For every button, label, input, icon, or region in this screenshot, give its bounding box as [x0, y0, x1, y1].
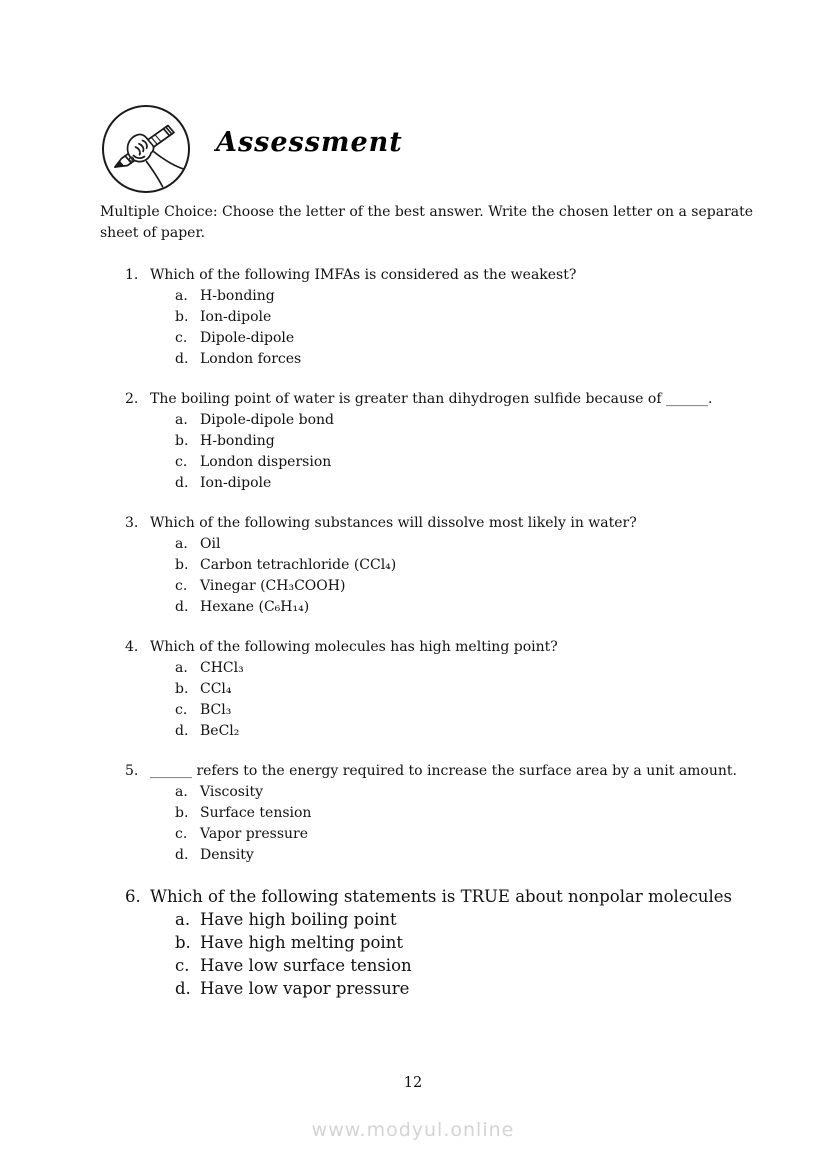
option-letter: c. — [175, 454, 188, 470]
options-list — [175, 410, 753, 494]
question-number: 3. — [125, 515, 139, 531]
option-text: Dipole-dipole bond — [200, 412, 334, 428]
option-letter: d. — [175, 599, 189, 615]
option-row — [175, 679, 753, 700]
page-title: Assessment — [216, 126, 403, 158]
option-letter: a. — [175, 784, 188, 800]
option-text: CCl₄ — [200, 681, 232, 697]
option-text: Vapor pressure — [200, 826, 309, 842]
question-text: Which of the following statements is TRUE about nonpolar molecules — [150, 887, 732, 906]
option-text: H-bonding — [200, 288, 275, 304]
question-block-5 — [125, 761, 753, 866]
option-row — [175, 824, 753, 845]
option-row — [175, 782, 753, 803]
option-row — [175, 700, 753, 721]
question-number: 1. — [125, 267, 139, 283]
option-text: Have low surface tension — [200, 956, 412, 975]
option-row — [175, 845, 753, 866]
option-letter: c. — [175, 330, 188, 346]
option-letter: b. — [175, 557, 189, 573]
option-letter: c. — [175, 956, 190, 975]
option-letter: b. — [175, 933, 191, 952]
question-text: The boiling point of water is greater than dihydrogen sulfide because of ______. — [150, 391, 713, 407]
question-number: 5. — [125, 763, 139, 779]
option-text: BeCl₂ — [200, 723, 240, 739]
question-number: 2. — [125, 391, 139, 407]
option-row — [175, 721, 753, 742]
option-letter: b. — [175, 433, 189, 449]
option-row — [175, 803, 753, 824]
options-list — [175, 534, 753, 618]
option-letter: a. — [175, 288, 188, 304]
question-number: 6. — [125, 887, 141, 906]
option-text: Ion-dipole — [200, 309, 272, 325]
options-list — [175, 286, 753, 370]
option-letter: a. — [175, 412, 188, 428]
option-letter: c. — [175, 702, 188, 718]
option-letter: a. — [175, 910, 191, 929]
option-row — [175, 307, 753, 328]
question-block-1 — [125, 265, 753, 370]
option-text: Vinegar (CH₃COOH) — [200, 578, 346, 594]
option-row — [175, 349, 753, 370]
question-text: Which of the following molecules has high melting point? — [150, 639, 558, 655]
option-row — [175, 597, 753, 618]
option-letter: c. — [175, 578, 188, 594]
option-text: London forces — [200, 351, 302, 367]
option-row — [175, 534, 753, 555]
option-letter: d. — [175, 351, 189, 367]
option-row — [175, 908, 753, 931]
question-block-6 — [125, 885, 753, 1000]
option-text: BCl₃ — [200, 702, 232, 718]
writing-hand-icon — [100, 103, 192, 195]
option-row — [175, 410, 753, 431]
option-letter: d. — [175, 723, 189, 739]
option-letter: b. — [175, 681, 189, 697]
watermark: www.modyul.online — [311, 1119, 515, 1141]
page-number: 12 — [403, 1075, 423, 1091]
question-number: 4. — [125, 639, 139, 655]
option-row — [175, 328, 753, 349]
question-block-3 — [125, 513, 753, 618]
option-row — [175, 954, 753, 977]
options-list — [175, 908, 753, 1000]
options-list — [175, 782, 753, 866]
instructions-text: Multiple Choice: Choose the letter of the best answer. Write the chosen letter on a separate sheet of paper. — [100, 204, 753, 241]
question-text: Which of the following IMFAs is considered as the weakest? — [150, 267, 577, 283]
option-text: Viscosity — [200, 784, 263, 800]
option-row — [175, 931, 753, 954]
option-letter: b. — [175, 309, 189, 325]
question-block-4 — [125, 637, 753, 742]
option-row — [175, 658, 753, 679]
option-letter: a. — [175, 536, 188, 552]
option-text: Have high melting point — [200, 933, 403, 952]
options-list — [175, 658, 753, 742]
option-text: H-bonding — [200, 433, 275, 449]
option-row — [175, 977, 753, 1000]
option-row — [175, 431, 753, 452]
option-text: Density — [200, 847, 254, 863]
option-letter: d. — [175, 847, 189, 863]
option-row — [175, 452, 753, 473]
option-letter: d. — [175, 475, 189, 491]
option-text: Dipole-dipole — [200, 330, 295, 346]
option-text: CHCl₃ — [200, 660, 244, 676]
option-text: Ion-dipole — [200, 475, 272, 491]
option-row — [175, 286, 753, 307]
option-letter: b. — [175, 805, 189, 821]
option-letter: d. — [175, 979, 191, 998]
question-block-2 — [125, 389, 753, 494]
question-text: Which of the following substances will dissolve most likely in water? — [150, 515, 637, 531]
option-text: Have low vapor pressure — [200, 979, 410, 998]
option-letter: a. — [175, 660, 188, 676]
question-text: ______ refers to the energy required to increase the surface area by a unit amount. — [150, 763, 737, 779]
option-row — [175, 576, 753, 597]
option-text: Surface tension — [200, 805, 312, 821]
assessment-header — [100, 103, 753, 195]
option-text: Hexane (C₆H₁₄) — [200, 599, 310, 615]
option-letter: c. — [175, 826, 188, 842]
option-row — [175, 473, 753, 494]
option-text: Oil — [200, 536, 221, 552]
option-text: Have high boiling point — [200, 910, 397, 929]
option-text: Carbon tetrachloride (CCl₄) — [200, 557, 397, 573]
option-text: London dispersion — [200, 454, 332, 470]
option-row — [175, 555, 753, 576]
